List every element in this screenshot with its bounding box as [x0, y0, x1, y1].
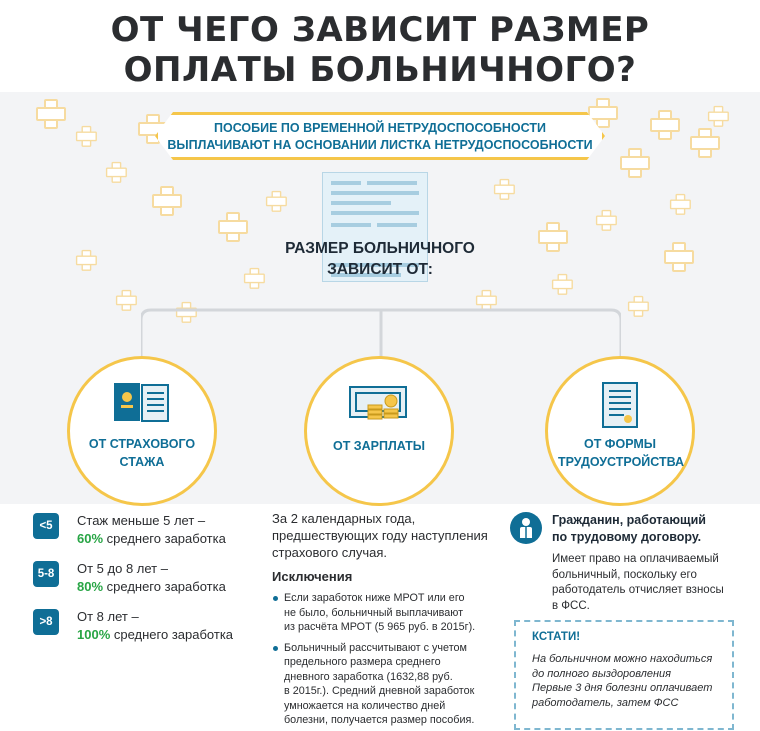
note-line: до полного выздоровления	[532, 667, 672, 680]
stage-rest: среднего заработка	[110, 627, 234, 642]
plus-icon	[266, 191, 284, 209]
list-item	[33, 558, 263, 606]
plus-icon	[36, 99, 62, 125]
factor-employment-line-2: ТРУДОУСТРОЙСТВА	[558, 455, 685, 469]
note-text	[532, 652, 727, 710]
bullet-line: из расчёта МРОТ (5 965 руб. в 2015г).	[284, 621, 476, 633]
note-line: Первые 3 дня болезни оплачивает	[532, 682, 713, 694]
stage-badge: <5	[33, 513, 59, 539]
document-icon	[600, 381, 640, 434]
stage-percent-line	[77, 626, 233, 644]
stage-badge: >8	[33, 609, 59, 635]
factor-experience-circle	[67, 356, 217, 506]
plus-icon	[552, 274, 570, 292]
salary-intro-line-2: предшествующих году наступления	[272, 528, 488, 543]
list-item	[272, 591, 497, 635]
plus-icon	[620, 148, 646, 174]
factor-salary-label	[317, 437, 441, 455]
plus-icon	[106, 162, 124, 180]
title-line-1: ОТ ЧЕГО ЗАВИСИТ РАЗМЕР	[110, 10, 650, 50]
plus-icon	[628, 296, 646, 314]
factor-salary-line-1: ОТ ЗАРПЛАТЫ	[332, 439, 426, 453]
bullet-line: предельного размера среднего	[284, 656, 441, 668]
employment-title-line-1: Гражданин, работающий	[552, 513, 706, 527]
note-heading: КСТАТИ!	[532, 631, 581, 643]
money-icon	[348, 381, 410, 430]
banner	[160, 116, 600, 156]
factor-salary-circle	[304, 356, 454, 506]
employment-text-line: в ФСС.	[552, 599, 590, 612]
factor-employment-label	[558, 435, 685, 471]
plus-icon	[690, 128, 716, 154]
note-line: На больничном можно находиться	[532, 653, 713, 665]
stage-text	[77, 608, 233, 644]
list-item	[33, 606, 263, 654]
plus-icon	[244, 268, 262, 286]
plus-icon	[476, 290, 494, 308]
employment-text	[552, 552, 740, 614]
plus-icon	[650, 110, 676, 136]
bullet-line: умножается на количество дней	[284, 699, 446, 712]
plus-icon	[494, 179, 512, 197]
factor-employment-line-1: ОТ ФОРМЫ	[583, 437, 657, 451]
center-title-line-1: РАЗМЕР БОЛЬНИЧНОГО	[285, 240, 475, 257]
stage-line: От 8 лет –	[77, 609, 139, 624]
stage-percent: 60%	[77, 531, 104, 546]
factor-experience-line-1: ОТ СТРАХОВОГО	[88, 437, 196, 451]
plus-icon	[596, 210, 614, 228]
stage-percent-line	[77, 578, 226, 596]
employment-text-line: Имеет право на оплачиваемый	[552, 553, 719, 565]
plus-icon	[538, 222, 564, 248]
bullet-line: Больничный рассчитывают с учетом	[284, 641, 467, 654]
plus-icon	[152, 186, 178, 212]
stage-text	[77, 560, 226, 596]
plus-icon	[708, 106, 726, 124]
employment-text-line: работодатель отчисляет взносы	[552, 584, 724, 596]
salary-section	[272, 510, 497, 728]
employment-text-line: больничный, поскольку его	[552, 568, 697, 581]
person-icon	[510, 512, 542, 544]
stage-percent-line	[77, 530, 226, 548]
banner-line-2: ВЫПЛАЧИВАЮТ НА ОСНОВАНИИ ЛИСТКА НЕТРУДОСПОСОБНОСТИ	[167, 138, 593, 152]
salary-intro-line-3: страхового случая.	[272, 545, 388, 560]
bullet-line: Если заработок ниже МРОТ или его	[284, 592, 465, 604]
page-title	[0, 0, 760, 92]
stage-line: Стаж меньше 5 лет –	[77, 513, 206, 528]
plus-icon	[218, 212, 244, 238]
list-item	[272, 641, 497, 728]
plus-icon	[664, 242, 690, 268]
title-line-2: ОПЛАТЫ БОЛЬНИЧНОГО?	[123, 50, 637, 90]
list-item	[33, 510, 263, 558]
stage-rest: среднего заработка	[103, 579, 226, 594]
stage-percent: 80%	[77, 579, 104, 594]
plus-icon	[76, 126, 94, 144]
stage-line: От 5 до 8 лет –	[77, 561, 168, 576]
center-title	[270, 238, 490, 280]
center-title-line-2: ЗАВИСИТ ОТ:	[327, 261, 433, 278]
plus-icon	[116, 290, 134, 308]
factor-employment-circle	[545, 356, 695, 506]
salary-intro-line-1: За 2 календарных года,	[272, 511, 416, 526]
note-box	[514, 620, 734, 730]
bullet-line: болезни, получается размер пособия.	[284, 714, 475, 726]
stage-rest: среднего заработка	[103, 531, 226, 546]
note-line: работодатель, затем ФСС	[532, 696, 679, 709]
passport-icon	[112, 381, 172, 430]
bullet-line: дневного заработка (1632,88 руб.	[284, 670, 453, 683]
plus-icon	[670, 194, 688, 212]
banner-line-1: ПОСОБИЕ ПО ВРЕМЕННОЙ НЕТРУДОСПОСОБНОСТИ	[214, 121, 546, 135]
exceptions-heading: Исключения	[272, 569, 353, 584]
employment-title	[552, 512, 732, 546]
stage-percent: 100%	[77, 627, 111, 642]
plus-icon	[76, 250, 94, 268]
bullet-line: в 2015г.). Средний дневной заработок	[284, 685, 475, 697]
experience-stage-list	[33, 510, 263, 654]
stage-badge: 5-8	[33, 561, 59, 587]
employment-title-line-2: по трудовому договору.	[552, 530, 702, 544]
factor-experience-line-2: СТАЖА	[119, 455, 165, 469]
bullet-line: не было, больничный выплачивают	[284, 606, 464, 619]
factor-experience-label	[80, 435, 204, 471]
stage-text	[77, 512, 226, 548]
